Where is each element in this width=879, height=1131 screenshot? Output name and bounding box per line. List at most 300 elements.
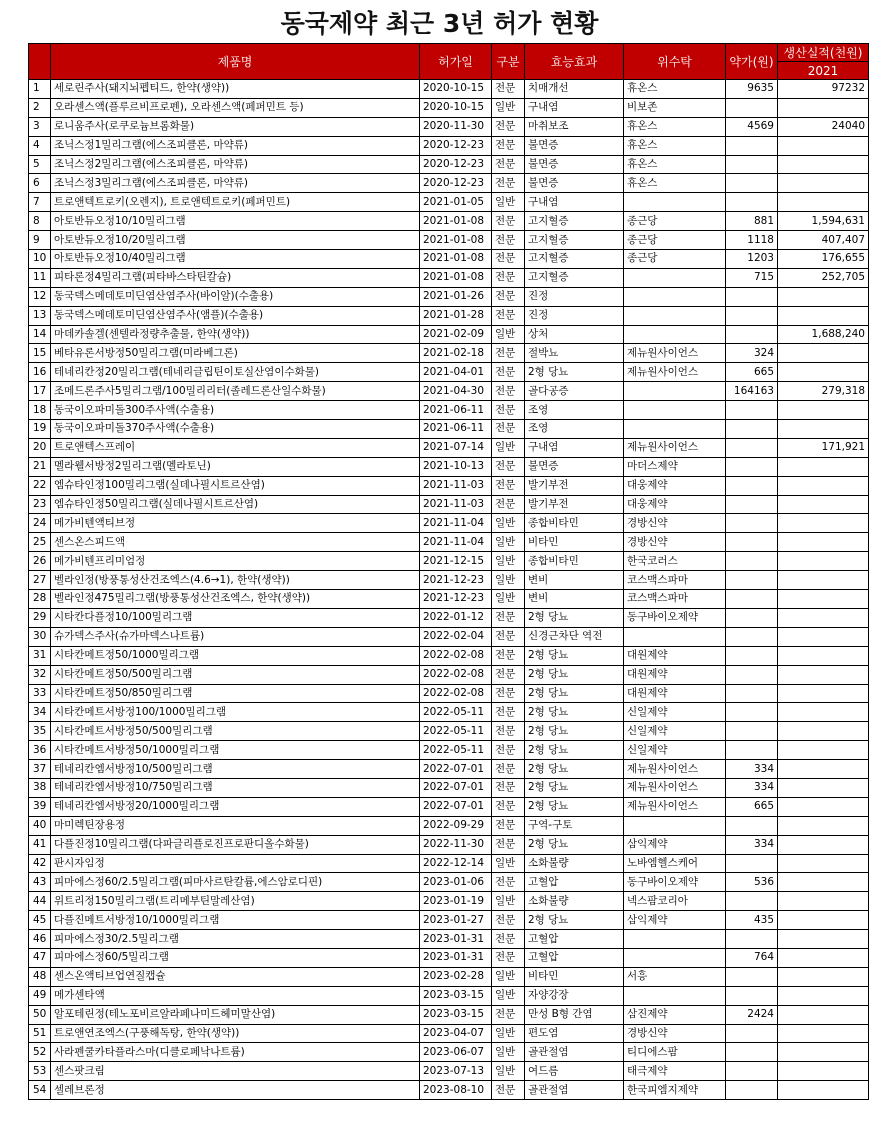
consignee-cell: 티디에스팜 (624, 1043, 726, 1062)
consignee-cell: 동구바이오제약 (624, 608, 726, 627)
price-cell (726, 514, 778, 533)
approval-date-cell: 2022-05-11 (420, 741, 492, 760)
table-row (29, 533, 869, 552)
product-name-cell: 셀레브론정 (51, 1081, 420, 1100)
product-name-cell: 동국이오파미돌370주사액(수출용) (51, 420, 420, 439)
product-name-cell: 센스온액티브업연질캡슐 (51, 967, 420, 986)
efficacy-cell: 2형 당뇨 (525, 778, 624, 797)
table-row (29, 344, 869, 363)
efficacy-cell: 고혈압 (525, 873, 624, 892)
approval-date-cell: 2021-02-09 (420, 325, 492, 344)
approval-date-cell: 2022-07-01 (420, 760, 492, 779)
price-cell (726, 571, 778, 590)
efficacy-cell: 불면증 (525, 155, 624, 174)
division-cell: 전문 (492, 80, 525, 99)
price-cell (726, 986, 778, 1005)
table-row (29, 80, 869, 99)
product-name-cell: 동국덱스메데토미딘염산염주사(바이알)(수출용) (51, 287, 420, 306)
product-name-cell: 동국이오파미돌300주사액(수출용) (51, 401, 420, 420)
product-name-cell: 벨라인정(방풍통성산건조엑스(4.6→1), 한약(생약)) (51, 571, 420, 590)
division-cell: 전문 (492, 911, 525, 930)
consignee-cell: 비보존 (624, 98, 726, 117)
production-cell (778, 948, 869, 967)
production-cell (778, 590, 869, 609)
table-row (29, 231, 869, 250)
table-row (29, 948, 869, 967)
division-cell: 일반 (492, 854, 525, 873)
efficacy-cell: 변비 (525, 590, 624, 609)
table-row (29, 778, 869, 797)
division-cell: 전문 (492, 174, 525, 193)
efficacy-cell: 2형 당뇨 (525, 703, 624, 722)
approval-date-cell: 2021-11-04 (420, 514, 492, 533)
consignee-cell: 제뉴원사이언스 (624, 797, 726, 816)
row-number-cell: 34 (29, 703, 51, 722)
product-name-cell: 시타칸다플정10/100밀리그램 (51, 608, 420, 627)
consignee-cell (624, 325, 726, 344)
row-number-cell: 30 (29, 627, 51, 646)
production-cell (778, 1062, 869, 1081)
table-row (29, 1062, 869, 1081)
row-number-cell: 17 (29, 382, 51, 401)
efficacy-cell: 구역-구토 (525, 816, 624, 835)
approval-date-cell: 2022-01-12 (420, 608, 492, 627)
price-cell (726, 1081, 778, 1100)
table-row (29, 117, 869, 136)
approval-date-cell: 2021-04-01 (420, 363, 492, 382)
division-cell: 일반 (492, 533, 525, 552)
price-cell (726, 401, 778, 420)
product-name-cell: 피마에스정60/2.5밀리그램(피마사르탄칼륨,에스암로디핀) (51, 873, 420, 892)
efficacy-cell: 2형 당뇨 (525, 911, 624, 930)
price-cell (726, 703, 778, 722)
product-name-cell: 시타칸메트정50/850밀리그램 (51, 684, 420, 703)
efficacy-cell: 비타민 (525, 967, 624, 986)
production-cell (778, 1043, 869, 1062)
row-number-cell: 19 (29, 420, 51, 439)
row-number-cell: 33 (29, 684, 51, 703)
price-cell (726, 495, 778, 514)
row-number-cell: 16 (29, 363, 51, 382)
approval-date-cell: 2023-04-07 (420, 1024, 492, 1043)
efficacy-cell: 2형 당뇨 (525, 741, 624, 760)
efficacy-cell: 소화불량 (525, 892, 624, 911)
table-row (29, 1005, 869, 1024)
product-name-cell: 아토반듀오정10/10밀리그램 (51, 212, 420, 231)
table-row (29, 665, 869, 684)
table-body (29, 80, 869, 1100)
production-cell (778, 1005, 869, 1024)
product-name-cell: 시타칸메트서방정100/1000밀리그램 (51, 703, 420, 722)
row-number-cell: 45 (29, 911, 51, 930)
row-number-cell: 10 (29, 250, 51, 269)
division-cell: 전문 (492, 703, 525, 722)
division-cell: 일반 (492, 1024, 525, 1043)
price-cell: 1203 (726, 250, 778, 269)
efficacy-cell: 2형 당뇨 (525, 646, 624, 665)
table-row (29, 250, 869, 269)
table-row (29, 873, 869, 892)
production-cell (778, 703, 869, 722)
row-number-cell: 15 (29, 344, 51, 363)
table-row (29, 136, 869, 155)
efficacy-cell: 2형 당뇨 (525, 797, 624, 816)
price-cell (726, 741, 778, 760)
price-cell: 324 (726, 344, 778, 363)
production-cell: 176,655 (778, 250, 869, 269)
product-name-cell: 세로린주사(돼지뇌펩티드, 한약(생약)) (51, 80, 420, 99)
row-number-cell: 51 (29, 1024, 51, 1043)
approval-date-cell: 2021-06-11 (420, 420, 492, 439)
table-row (29, 967, 869, 986)
division-cell: 일반 (492, 1062, 525, 1081)
approval-date-cell: 2020-12-23 (420, 155, 492, 174)
row-number-cell: 32 (29, 665, 51, 684)
approval-date-cell: 2021-12-23 (420, 571, 492, 590)
approval-date-cell: 2020-12-23 (420, 174, 492, 193)
consignee-cell: 종근당 (624, 231, 726, 250)
efficacy-cell: 고혈압 (525, 930, 624, 949)
division-cell: 전문 (492, 136, 525, 155)
consignee-cell: 제뉴원사이언스 (624, 344, 726, 363)
consignee-cell: 종근당 (624, 212, 726, 231)
efficacy-cell: 골관절염 (525, 1043, 624, 1062)
efficacy-cell: 구내염 (525, 193, 624, 212)
production-cell: 97232 (778, 80, 869, 99)
consignee-cell (624, 287, 726, 306)
consignee-cell: 코스맥스파마 (624, 590, 726, 609)
division-cell: 전문 (492, 760, 525, 779)
row-number-cell: 48 (29, 967, 51, 986)
table-row (29, 930, 869, 949)
price-cell: 164163 (726, 382, 778, 401)
product-name-cell: 메가비텐액티브정 (51, 514, 420, 533)
table-row (29, 325, 869, 344)
product-name-cell: 테네리칸엠서방정20/1000밀리그램 (51, 797, 420, 816)
row-number-cell: 7 (29, 193, 51, 212)
product-name-cell: 다플진메트서방정10/1000밀리그램 (51, 911, 420, 930)
production-cell (778, 816, 869, 835)
approval-date-cell: 2022-07-01 (420, 797, 492, 816)
consignee-cell: 노바엠헬스케어 (624, 854, 726, 873)
table-row (29, 608, 869, 627)
price-cell (726, 1043, 778, 1062)
table-row (29, 420, 869, 439)
price-cell: 665 (726, 797, 778, 816)
approval-date-cell: 2021-01-28 (420, 306, 492, 325)
efficacy-cell: 골다공증 (525, 382, 624, 401)
consignee-cell: 동구바이오제약 (624, 873, 726, 892)
product-name-cell: 멜라웰서방정2밀리그램(멜라토닌) (51, 457, 420, 476)
price-cell (726, 646, 778, 665)
efficacy-cell: 2형 당뇨 (525, 760, 624, 779)
product-name-cell: 마미렉틴장용정 (51, 816, 420, 835)
efficacy-cell: 소화불량 (525, 854, 624, 873)
table-row (29, 627, 869, 646)
production-cell: 252,705 (778, 268, 869, 287)
efficacy-cell: 고지혈증 (525, 268, 624, 287)
division-cell: 전문 (492, 476, 525, 495)
consignee-cell: 서흥 (624, 967, 726, 986)
product-name-cell: 테네리칸엠서방정10/750밀리그램 (51, 778, 420, 797)
efficacy-cell: 상처 (525, 325, 624, 344)
production-cell (778, 967, 869, 986)
table-row (29, 268, 869, 287)
division-cell: 일반 (492, 967, 525, 986)
production-cell (778, 1024, 869, 1043)
consignee-cell (624, 930, 726, 949)
price-cell: 2424 (726, 1005, 778, 1024)
product-name-cell: 아토반듀오정10/40밀리그램 (51, 250, 420, 269)
production-cell (778, 741, 869, 760)
production-cell (778, 363, 869, 382)
price-cell (726, 457, 778, 476)
table-row (29, 646, 869, 665)
approval-date-cell: 2022-02-08 (420, 646, 492, 665)
price-cell: 334 (726, 760, 778, 779)
product-name-cell: 피타론정4밀리그램(피타바스타틴칼슘) (51, 268, 420, 287)
row-number-cell: 26 (29, 552, 51, 571)
production-cell (778, 401, 869, 420)
efficacy-cell: 만성 B형 간염 (525, 1005, 624, 1024)
approval-date-cell: 2023-01-19 (420, 892, 492, 911)
division-cell: 전문 (492, 287, 525, 306)
production-cell (778, 571, 869, 590)
division-cell: 전문 (492, 835, 525, 854)
efficacy-cell: 조영 (525, 401, 624, 420)
price-cell (726, 476, 778, 495)
row-number-cell: 29 (29, 608, 51, 627)
division-cell: 전문 (492, 930, 525, 949)
table-row (29, 590, 869, 609)
row-number-cell: 13 (29, 306, 51, 325)
consignee-cell (624, 306, 726, 325)
division-cell: 전문 (492, 212, 525, 231)
table-row (29, 911, 869, 930)
price-cell: 1118 (726, 231, 778, 250)
product-name-cell: 아토반듀오정10/20밀리그램 (51, 231, 420, 250)
production-cell (778, 306, 869, 325)
price-cell (726, 684, 778, 703)
division-cell: 전문 (492, 1081, 525, 1100)
consignee-cell: 한국코러스 (624, 552, 726, 571)
product-name-cell: 트로앤텍스프레이 (51, 438, 420, 457)
table-row (29, 892, 869, 911)
consignee-cell: 신일제약 (624, 703, 726, 722)
approval-date-cell: 2023-02-28 (420, 967, 492, 986)
approval-date-cell: 2021-01-08 (420, 231, 492, 250)
consignee-cell (624, 382, 726, 401)
consignee-cell: 휴온스 (624, 155, 726, 174)
page-title: 동국제약 최근 3년 허가 현황 (280, 9, 599, 38)
division-cell: 전문 (492, 722, 525, 741)
production-cell (778, 98, 869, 117)
product-name-cell: 사라펜쿨카타플라스마(디클로페낙나트륨) (51, 1043, 420, 1062)
consignee-cell: 넥스팜코리아 (624, 892, 726, 911)
efficacy-cell: 2형 당뇨 (525, 684, 624, 703)
consignee-cell: 삼익제약 (624, 835, 726, 854)
approval-date-cell: 2021-04-30 (420, 382, 492, 401)
production-cell (778, 533, 869, 552)
header-number (29, 44, 51, 80)
production-cell (778, 797, 869, 816)
price-cell (726, 306, 778, 325)
efficacy-cell: 불면증 (525, 136, 624, 155)
consignee-cell: 경방신약 (624, 514, 726, 533)
consignee-cell: 휴온스 (624, 174, 726, 193)
table-row (29, 438, 869, 457)
approval-date-cell: 2021-06-11 (420, 401, 492, 420)
efficacy-cell: 발기부전 (525, 495, 624, 514)
consignee-cell: 제뉴원사이언스 (624, 760, 726, 779)
production-cell (778, 873, 869, 892)
header-consignee: 위수탁 (624, 44, 726, 80)
consignee-cell (624, 401, 726, 420)
product-name-cell: 조닉스정2밀리그램(에스조피클론, 마약류) (51, 155, 420, 174)
division-cell: 전문 (492, 155, 525, 174)
approval-date-cell: 2023-01-27 (420, 911, 492, 930)
production-cell (778, 193, 869, 212)
product-name-cell: 슈가덱스주사(슈가마덱스나트륨) (51, 627, 420, 646)
approval-date-cell: 2020-10-15 (420, 98, 492, 117)
division-cell: 전문 (492, 741, 525, 760)
approval-date-cell: 2021-11-03 (420, 495, 492, 514)
consignee-cell (624, 627, 726, 646)
table-row (29, 722, 869, 741)
product-name-cell: 판시자임정 (51, 854, 420, 873)
division-cell: 전문 (492, 495, 525, 514)
efficacy-cell: 고지혈증 (525, 250, 624, 269)
division-cell: 전문 (492, 608, 525, 627)
row-number-cell: 42 (29, 854, 51, 873)
price-cell (726, 590, 778, 609)
table-row (29, 401, 869, 420)
price-cell: 334 (726, 778, 778, 797)
header-price: 약가(원) (726, 44, 778, 80)
price-cell (726, 1024, 778, 1043)
row-number-cell: 5 (29, 155, 51, 174)
consignee-cell: 삼익제약 (624, 911, 726, 930)
table-row (29, 363, 869, 382)
consignee-cell: 한국피엠지제약 (624, 1081, 726, 1100)
product-name-cell: 위트리정150밀리그램(트리메부틴말레산염) (51, 892, 420, 911)
production-cell (778, 684, 869, 703)
efficacy-cell: 자양강장 (525, 986, 624, 1005)
product-name-cell: 시타칸메트서방정50/1000밀리그램 (51, 741, 420, 760)
division-cell: 전문 (492, 627, 525, 646)
product-name-cell: 시타칸메트정50/1000밀리그램 (51, 646, 420, 665)
approval-date-cell: 2022-11-30 (420, 835, 492, 854)
division-cell: 전문 (492, 646, 525, 665)
table-row (29, 476, 869, 495)
approval-date-cell: 2021-12-23 (420, 590, 492, 609)
division-cell: 전문 (492, 231, 525, 250)
row-number-cell: 6 (29, 174, 51, 193)
efficacy-cell: 비타민 (525, 533, 624, 552)
approval-date-cell: 2023-07-13 (420, 1062, 492, 1081)
header-production-year: 2021 (778, 62, 869, 80)
division-cell: 전문 (492, 401, 525, 420)
efficacy-cell: 2형 당뇨 (525, 608, 624, 627)
approval-date-cell: 2021-12-15 (420, 552, 492, 571)
row-number-cell: 20 (29, 438, 51, 457)
consignee-cell: 삼진제약 (624, 1005, 726, 1024)
product-name-cell: 조닉스정1밀리그램(에스조피클론, 마약류) (51, 136, 420, 155)
production-cell (778, 514, 869, 533)
approval-date-cell: 2021-07-14 (420, 438, 492, 457)
row-number-cell: 25 (29, 533, 51, 552)
row-number-cell: 24 (29, 514, 51, 533)
efficacy-cell: 2형 당뇨 (525, 722, 624, 741)
production-cell (778, 457, 869, 476)
division-cell: 전문 (492, 778, 525, 797)
efficacy-cell: 편도염 (525, 1024, 624, 1043)
efficacy-cell: 여드름 (525, 1062, 624, 1081)
production-cell (778, 778, 869, 797)
price-cell (726, 930, 778, 949)
efficacy-cell: 진정 (525, 306, 624, 325)
production-cell: 279,318 (778, 382, 869, 401)
row-number-cell: 36 (29, 741, 51, 760)
consignee-cell: 마더스제약 (624, 457, 726, 476)
efficacy-cell: 발기부전 (525, 476, 624, 495)
table-row (29, 287, 869, 306)
production-cell (778, 287, 869, 306)
efficacy-cell: 치매개선 (525, 80, 624, 99)
division-cell: 일반 (492, 552, 525, 571)
table-row (29, 760, 869, 779)
efficacy-cell: 조영 (525, 420, 624, 439)
header-product-name: 제품명 (51, 44, 420, 80)
header-production: 생산실적(천원) (778, 44, 869, 62)
division-cell: 전문 (492, 1005, 525, 1024)
row-number-cell: 28 (29, 590, 51, 609)
approval-date-cell: 2022-12-14 (420, 854, 492, 873)
price-cell: 334 (726, 835, 778, 854)
price-cell (726, 136, 778, 155)
price-cell (726, 854, 778, 873)
efficacy-cell: 신경근차단 역전 (525, 627, 624, 646)
production-cell (778, 155, 869, 174)
division-cell: 일반 (492, 590, 525, 609)
table-row (29, 1024, 869, 1043)
approval-date-cell: 2021-01-05 (420, 193, 492, 212)
production-cell (778, 835, 869, 854)
production-cell (778, 665, 869, 684)
division-cell: 전문 (492, 797, 525, 816)
price-cell (726, 552, 778, 571)
efficacy-cell: 불면증 (525, 457, 624, 476)
table-row (29, 514, 869, 533)
division-cell: 일반 (492, 1043, 525, 1062)
row-number-cell: 23 (29, 495, 51, 514)
price-cell: 536 (726, 873, 778, 892)
consignee-cell: 제뉴원사이언스 (624, 438, 726, 457)
table-row (29, 835, 869, 854)
table-row (29, 382, 869, 401)
consignee-cell: 코스맥스파마 (624, 571, 726, 590)
production-cell (778, 608, 869, 627)
price-cell: 764 (726, 948, 778, 967)
row-number-cell: 47 (29, 948, 51, 967)
table-row (29, 741, 869, 760)
product-name-cell: 엠슈타인정100밀리그램(실데나필시트르산염) (51, 476, 420, 495)
division-cell: 전문 (492, 816, 525, 835)
efficacy-cell: 절박뇨 (525, 344, 624, 363)
price-cell: 9635 (726, 80, 778, 99)
price-cell: 881 (726, 212, 778, 231)
table-row (29, 155, 869, 174)
